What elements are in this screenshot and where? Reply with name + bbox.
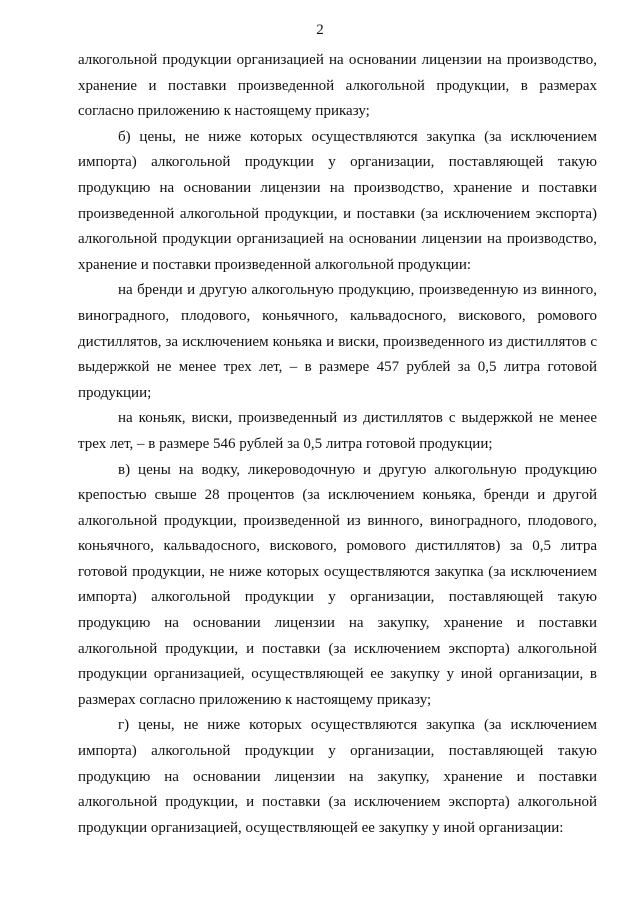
document-body [78, 48, 597, 841]
paragraph-cognac: на коньяк, виски, произведенный из дистиллятов с выдержкой не менее трех лет, – в размере 546 рублей за 0,5 литра готовой продукции; [78, 410, 597, 452]
paragraph-brandy: на бренди и другую алкогольную продукцию, произведенную из винного, виноградного, плодового, коньячного, кальвадосного, вискового, ромового дистиллятов, за исключением коньяка и виски, произведенного из дистиллятов с выдержкой не менее трех лет, – в размере 457 рублей за 0,5 литра готовой продукции; [78, 282, 597, 401]
paragraph-item-b: б) цены, не ниже которых осуществляются закупка (за исключением импорта) алкогольной продукции у организации, поставляющей такую продукцию на основании лицензии на производство, хранение и поставки произведенной алкогольной продукции, и поставки (за исключением экспорта) алкогольной продукции организацией на основании лицензии на производство, хранение и поставки произведенной алкогольной продукции: [78, 128, 597, 273]
page-number: 2 [316, 22, 324, 38]
paragraph-continuation: алкогольной продукции организацией на основании лицензии на производство, хранение и поставки произведенной алкогольной продукции, в размерах согласно приложению к настоящему приказу; [78, 52, 597, 120]
paragraph-item-g: г) цены, не ниже которых осуществляются закупка (за исключением импорта) алкогольной продукции у организации, поставляющей такую продукцию на основании лицензии на закупку, хранение и поставки алкогольной продукции, и поставки (за исключением экспорта) алкогольной продукции организацией, осуществляющей ее закупку у иной организации: [78, 717, 597, 836]
paragraph-item-v: в) цены на водку, ликероводочную и другую алкогольную продукцию крепостью свыше 28 процентов (за исключением коньяка, бренди и другой алкогольной продукции, произведенной из винного, виноградного, плодового, коньячного, кальвадосного, вискового, ромового дистиллятов) за 0,5 литра готовой продукции, не ниже которых осуществляются закупка (за исключением импорта) алкогольной продукции у организации, поставляющей такую продукцию на основании лицензии на закупку, хранение и поставки алкогольной продукции, и поставки (за исключением экспорта) алкогольной продукции организацией, осуществляющей ее закупку у иной организации, в размерах согласно приложению к настоящему приказу; [78, 461, 597, 708]
